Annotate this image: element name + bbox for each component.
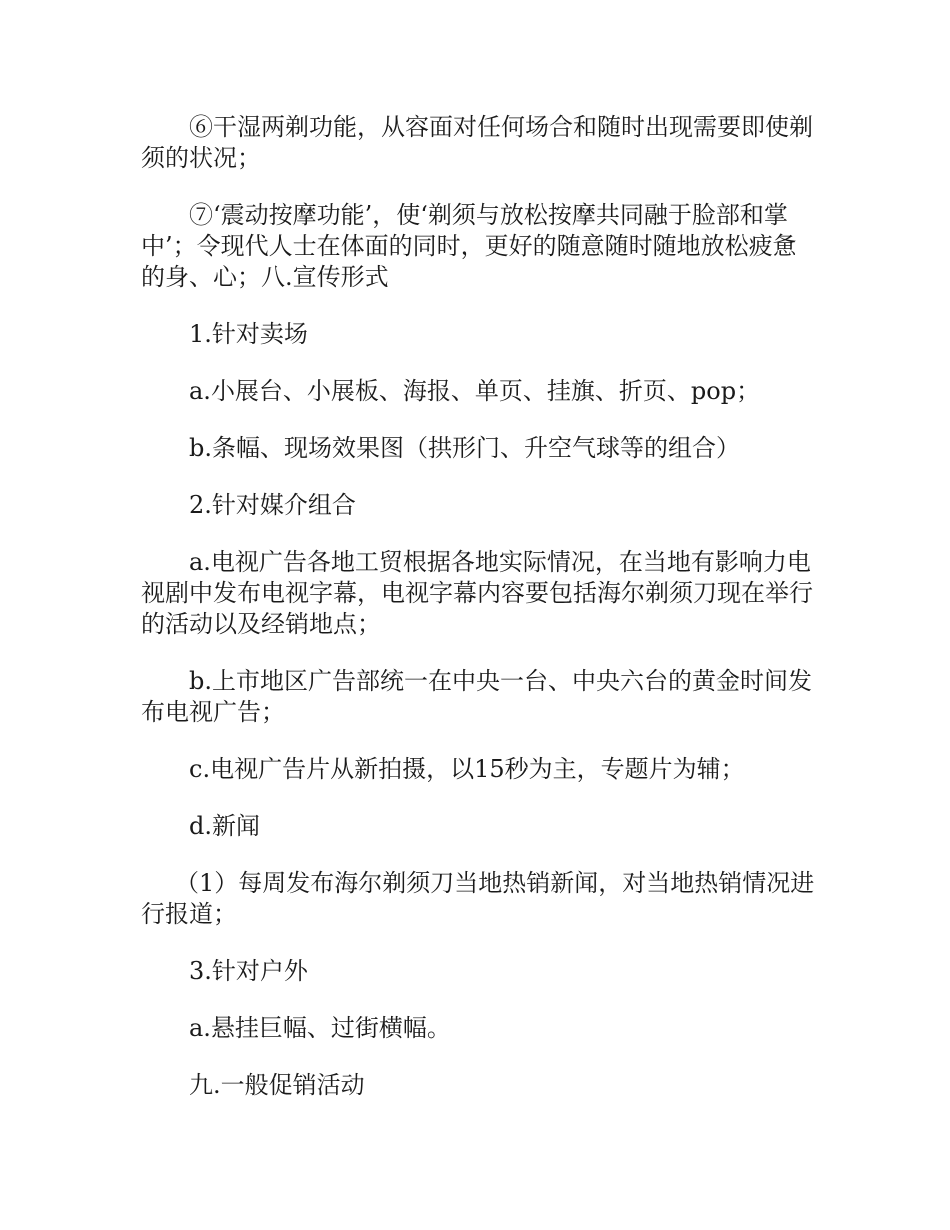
heading-general-promotion: 九.一般促销活动 [189,1071,365,1099]
list-item-news: d.新闻 [189,812,260,840]
list-item-banners: b.条幅、现场效果图（拱形门、升空气球等的组合） [189,434,740,462]
heading-media-mix: 2.针对媒介组合 [189,491,356,519]
heading-outdoor: 3.针对户外 [189,957,308,985]
paragraph-dry-wet-shave: ⑥干湿两剃功能，从容面对任何场合和随时出现需要即使剃须的状况； [141,113,813,172]
list-item-store-materials: a.小展台、小展板、海报、单页、挂旗、折页、pop； [189,377,761,405]
document-body [141,112,816,1127]
list-item-outdoor-banners: a.悬挂巨幅、过街横幅。 [189,1014,451,1042]
list-item-tv-subtitles: a.电视广告各地工贸根据各地实际情况，在当地有影响力电视剧中发布电视字幕，电视字幕内容要包括海尔剃须刀现在举行的活动以及经销地点； [141,548,813,638]
heading-for-stores: 1.针对卖场 [189,320,308,348]
list-item-cctv-ads: b.上市地区广告部统一在中央一台、中央六台的黄金时间发布电视广告； [141,667,812,726]
paragraph-vibration-massage: ⑦‘震动按摩功能’，使‘剃须与放松按摩共同融于脸部和掌中’；令现代人士在体面的同时，更好的随意随时随地放松疲惫的身、心；八.宣传形式 [141,201,797,291]
list-item-tv-commercial: c.电视广告片从新拍摄，以15秒为主，专题片为辅； [189,755,745,783]
list-item-weekly-news: （1）每周发布海尔剃须刀当地热销新闻，对当地热销情况进行报道； [141,869,815,928]
